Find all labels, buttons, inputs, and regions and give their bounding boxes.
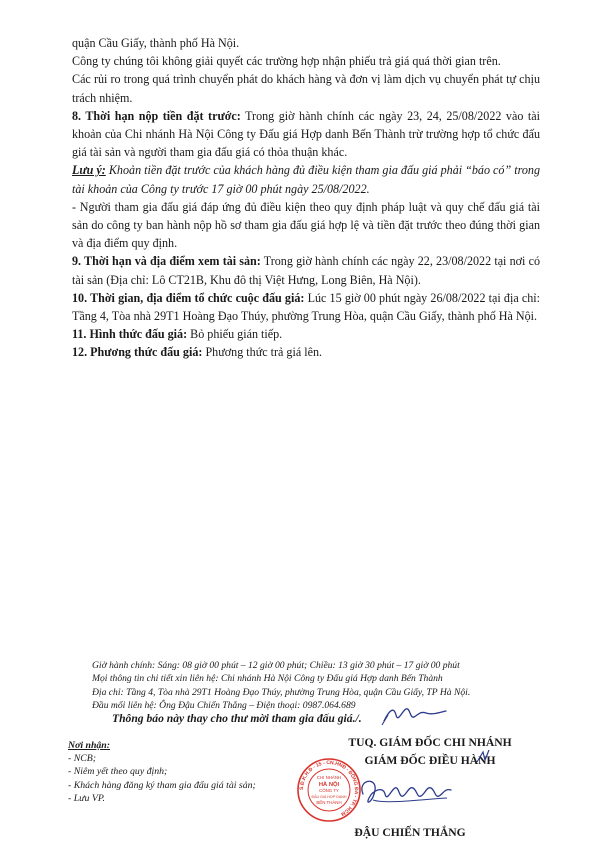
section-12-label: 12. Phương thức đấu giá: xyxy=(72,345,203,360)
paragraph-address-end: quận Cầu Giấy, thành phố Hà Nội. xyxy=(72,36,240,50)
seal-line: CÔNG TY xyxy=(319,788,339,793)
seal-line: HÀ NỘI xyxy=(318,782,340,788)
seal-line: CHI NHÁNH xyxy=(316,775,342,780)
section-12 xyxy=(72,343,540,361)
section-11 xyxy=(72,325,540,343)
signer-name: ĐẬU CHIẾN THẮNG xyxy=(354,826,466,839)
recipient-item: - NCB; xyxy=(68,753,97,765)
company-seal xyxy=(296,757,362,823)
info-office-hours: Giờ hành chính: Sáng: 08 giờ 00 phút – 12 giờ 00 phút; Chiều: 13 giờ 30 phút – 17 giờ 00 phút xyxy=(92,660,460,671)
section-8-label: 8. Thời hạn nộp tiền đặt trước: xyxy=(72,108,241,123)
section-9-text: Trong giờ hành chính các ngày 22, 23/08/2022 tại nơi có tài sản (Địa chỉ: Lô CT21B, Khu đô thị Việt Hưng, Long Biên, Hà Nội). xyxy=(72,254,540,287)
title-mark xyxy=(475,748,491,764)
seal-line: ĐẤU GIÁ HỢP DANH xyxy=(311,795,347,799)
paragraph-conditions: - Người tham gia đấu giá đáp ứng đủ điều kiện theo quy định pháp luật và quy chế đấu giá tài sản do công ty ban hành nộp hồ sơ tham gia đấu giá hợp lệ và tiền đặt trước theo đúng thời gian và địa điểm quy định. xyxy=(72,199,540,251)
recipient-item: - Khách hàng đăng ký tham gia đấu giá tài sản; xyxy=(68,779,256,791)
recipient-item: - Lưu VP. xyxy=(68,792,106,804)
section-9-label: 9. Thời hạn và địa điểm xem tài sản: xyxy=(72,254,261,269)
recipients-title: Nơi nhận: xyxy=(68,740,111,751)
section-10-text: Lúc 15 giờ 00 phút ngày 26/08/2022 tại địa chỉ: Tầng 4, Tòa nhà 29T1 Hoàng Đạo Thúy, phường Trung Hòa, quận Cầu Giấy, thành phố Hà Nội. xyxy=(72,290,540,324)
initial-signature xyxy=(380,703,450,727)
info-contact: Mọi thông tin chi tiết xin liên hệ: Chi nhánh Hà Nội Công ty Đấu giá Hợp danh Bến Thành xyxy=(92,673,443,685)
signature-line-2: GIÁM ĐỐC ĐIỀU HÀNH xyxy=(364,754,496,767)
section-9 xyxy=(72,252,540,288)
section-11-label: 11. Hình thức đấu giá: xyxy=(72,327,188,342)
director-signature xyxy=(355,770,455,814)
seal-ring-text: S.Đ.K.H.Đ - 15 - CN.HNĐ - ĐỒNG ĐA - TP. HCM xyxy=(298,759,360,817)
paragraph-delivery-risks: Các rủi ro trong quá trình chuyển phát do khách hàng và đơn vị làm dịch vụ chuyển phát tự chịu trách nhiệm. xyxy=(72,72,540,105)
recipient-item: - Niêm yết theo quy định; xyxy=(68,766,168,778)
section-12-text: Phương thức trả giá lên. xyxy=(202,345,323,360)
section-10 xyxy=(72,289,540,325)
note xyxy=(72,161,540,197)
paragraph-late-bids: Công ty chúng tôi không giải quyết các trường hợp nhận phiếu trả giá quá thời gian trên. xyxy=(72,54,501,69)
info-address: Địa chỉ: Tầng 4, Tòa nhà 29T1 Hoàng Đạo Thúy, phường Trung Hòa, quận Cầu Giấy, TP Hà Nội. xyxy=(92,686,471,698)
note-label: Lưu ý: xyxy=(72,163,106,178)
contact-info xyxy=(92,659,552,712)
note-text: Khoản tiền đặt trước của khách hàng đủ điều kiện tham gia đấu giá phải “báo có” trong tài khoản của Công ty trước 17 giờ 00 phút ngày 25/08/2022. xyxy=(72,163,541,196)
closing-statement: Thông báo này thay cho thư mời tham gia đấu giá./. xyxy=(112,712,362,725)
section-8-text: Trong giờ hành chính các ngày 23, 24, 25/08/2022 vào tài khoản của Chi nhánh Hà Nội Công ty Đấu giá Hợp danh Bến Thành trừ trường hợp tổ chức đấu giá tài sản và người tham gia đấu giá có thỏa thuận khác. xyxy=(72,108,540,160)
section-10-label: 10. Thời gian, địa điểm tổ chức cuộc đấu giá: xyxy=(72,290,305,305)
info-contact-person: Đầu mối liên hệ: Ông Đậu Chiến Thắng – Điện thoại: 0987.064.689 xyxy=(92,699,356,711)
seal-line: BẾN THÀNH xyxy=(316,800,342,805)
signature-line-1: TUQ. GIÁM ĐỐC CHI NHÁNH xyxy=(348,736,512,749)
section-11-text: Bỏ phiếu gián tiếp. xyxy=(187,327,283,342)
section-8 xyxy=(72,107,540,162)
document-body xyxy=(72,34,540,362)
recipients-list xyxy=(68,739,268,805)
